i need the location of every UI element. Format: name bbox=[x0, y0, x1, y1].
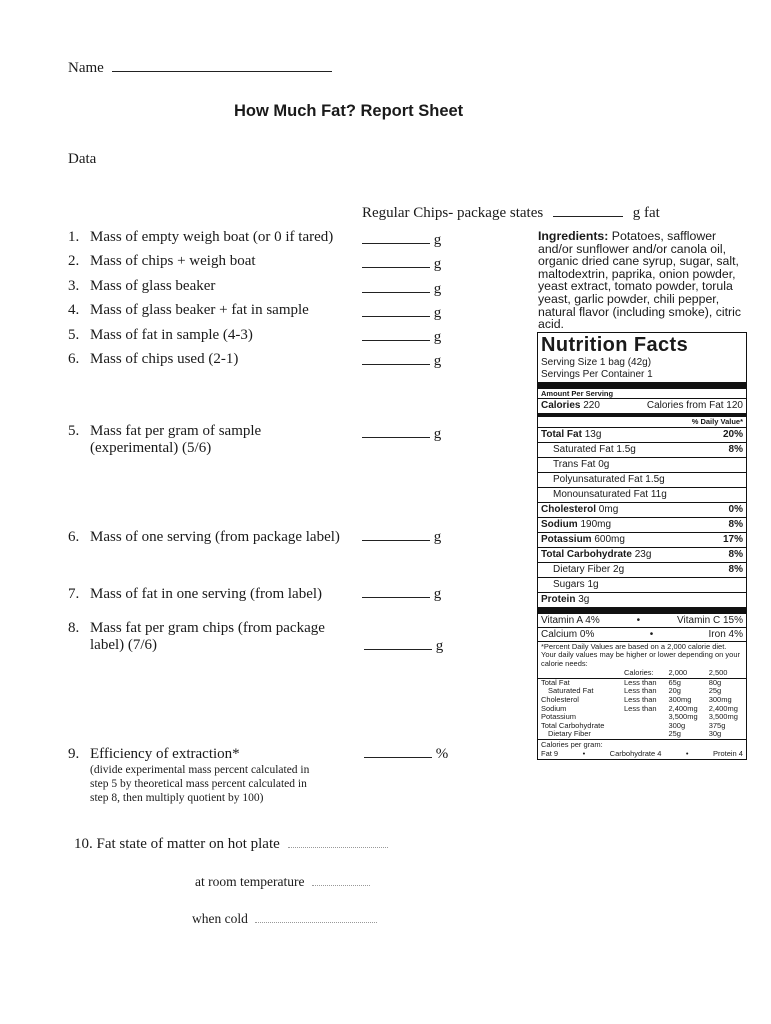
vitamin-row-1 bbox=[538, 607, 746, 627]
item-6 bbox=[68, 351, 238, 368]
name-input[interactable] bbox=[112, 71, 332, 72]
item-label: Mass of chips used (2-1) bbox=[90, 351, 239, 367]
dv-cell: Potassium bbox=[541, 712, 577, 722]
item-9-answer bbox=[362, 586, 441, 603]
item-4-answer bbox=[362, 305, 441, 322]
fat-per-gram: Fat 9 bbox=[541, 748, 559, 758]
fat-state-room-input[interactable] bbox=[312, 885, 370, 886]
package-fat-input[interactable] bbox=[553, 216, 623, 217]
nf-title: Nutrition Facts bbox=[541, 334, 689, 356]
bullet-separator: • bbox=[636, 615, 641, 626]
bullet-separator: • bbox=[582, 748, 586, 758]
dv-table bbox=[538, 669, 746, 739]
nutrient-dv: 8% bbox=[728, 549, 743, 560]
item-6-answer bbox=[362, 353, 441, 370]
fat-state-hot-input[interactable] bbox=[288, 847, 388, 848]
package-states-line bbox=[362, 205, 660, 222]
nutrient-amount: 190mg bbox=[580, 519, 612, 530]
nutrient-amount: 1.5g bbox=[645, 474, 665, 485]
item-10 bbox=[68, 620, 325, 654]
item-number: 6. bbox=[68, 351, 80, 367]
dv-cell bbox=[621, 722, 665, 731]
nutrient-name: Dietary Fiber bbox=[553, 564, 611, 575]
nutrient-name: Saturated Fat bbox=[553, 444, 614, 455]
item-label: Mass of glass beaker bbox=[90, 278, 216, 294]
unit-label: g bbox=[433, 353, 442, 369]
item-5-answer bbox=[362, 329, 441, 346]
nutrient-row bbox=[538, 592, 746, 607]
unit-label: g bbox=[433, 329, 442, 345]
item-7 bbox=[68, 423, 261, 457]
dv-cell: Less than bbox=[624, 703, 657, 713]
item-label-cont: (experimental) (5/6) bbox=[90, 440, 212, 456]
unit-label: g bbox=[433, 305, 442, 321]
dv-cell: 30g bbox=[708, 729, 722, 739]
dv-cell bbox=[621, 713, 665, 722]
item-10-answer bbox=[364, 638, 443, 655]
dv-cell: Saturated Fat bbox=[548, 686, 594, 696]
item-1-answer bbox=[362, 232, 441, 249]
dv-cell: 80g bbox=[708, 677, 722, 687]
dv-cell: Dietary Fiber bbox=[548, 729, 591, 739]
item-number: 1. bbox=[68, 229, 80, 245]
item-1-input[interactable] bbox=[362, 243, 430, 244]
note-line: (divide experimental mass percent calculated in bbox=[90, 764, 310, 776]
nutrient-dv: 17% bbox=[722, 534, 743, 545]
dv-cell: Cholesterol bbox=[541, 695, 579, 704]
dv-cell: Less than bbox=[624, 686, 657, 696]
fat-state-cold-input[interactable] bbox=[255, 922, 377, 923]
unit-label: g bbox=[433, 281, 442, 297]
dv-cell: 3,500mg bbox=[668, 712, 698, 722]
item-number: 3. bbox=[68, 278, 80, 294]
nutrient-amount: 3g bbox=[578, 594, 590, 605]
dv-cell: Calories: bbox=[624, 668, 654, 678]
item-number: 5. bbox=[68, 327, 80, 343]
unit-label: g bbox=[435, 638, 444, 654]
item-number: 5. bbox=[68, 423, 80, 439]
efficiency-note bbox=[90, 763, 309, 805]
item-number: 8. bbox=[68, 620, 80, 636]
nutrient-row bbox=[538, 547, 746, 562]
item-label: Efficiency of extraction* bbox=[90, 746, 240, 762]
nutrient-row bbox=[538, 442, 746, 457]
nutrient-amount: 1g bbox=[587, 579, 599, 590]
item-number: 4. bbox=[68, 302, 80, 318]
item-2-answer bbox=[362, 256, 441, 273]
item-label: Mass of fat in one serving (from label) bbox=[90, 586, 323, 602]
nutrient-row bbox=[538, 577, 746, 592]
servings-per-container: Servings Per Container 1 bbox=[541, 369, 653, 380]
serving-size: Serving Size 1 bag (42g) bbox=[541, 357, 652, 368]
amount-per-serving: Amount Per Serving bbox=[538, 382, 746, 398]
item-2 bbox=[68, 253, 256, 270]
nutrient-row bbox=[538, 457, 746, 472]
dv-cell: 25g bbox=[708, 686, 722, 696]
nutrient-amount: 2g bbox=[613, 564, 625, 575]
item-11-answer bbox=[364, 746, 448, 763]
nutrient-name: Protein bbox=[541, 594, 576, 605]
dv-cell: 3,500mg bbox=[708, 712, 738, 722]
nutrient-name: Cholesterol bbox=[541, 504, 597, 515]
dv-cell: 20g bbox=[668, 686, 681, 696]
item-5-input[interactable] bbox=[362, 340, 430, 341]
nutrient-name: Trans Fat bbox=[553, 459, 596, 470]
nutrient-name: Potassium bbox=[541, 534, 592, 545]
daily-value-header: % Daily Value* bbox=[538, 413, 746, 427]
fat-state-hot-label: Fat state of matter on hot plate bbox=[96, 836, 280, 852]
dv-cell: 2,500 bbox=[708, 668, 728, 678]
nutrient-row bbox=[538, 472, 746, 487]
item-8 bbox=[68, 529, 340, 546]
nutrient-row bbox=[538, 502, 746, 517]
vitamin-row-2 bbox=[538, 627, 746, 641]
fat-state-cold-label: when cold bbox=[192, 911, 248, 926]
item-number: 10. bbox=[74, 836, 93, 852]
name-line bbox=[68, 60, 332, 77]
dv-cell bbox=[538, 669, 621, 678]
item-8-input[interactable] bbox=[362, 540, 430, 541]
dv-cell: 25g bbox=[668, 729, 681, 739]
package-unit: g fat bbox=[632, 205, 660, 221]
note-line: step 8, then multiply quotient by 100) bbox=[90, 792, 264, 804]
item-number: 9. bbox=[68, 746, 80, 762]
nutrient-amount: 13g bbox=[584, 429, 602, 440]
calories-row bbox=[538, 398, 746, 413]
iron: Iron 4% bbox=[708, 629, 743, 640]
item-label: Mass of one serving (from package label) bbox=[90, 529, 340, 545]
item-label-cont: label) (7/6) bbox=[90, 637, 158, 653]
item-9-input[interactable] bbox=[362, 597, 430, 598]
item-label: Mass of empty weigh boat (or 0 if tared) bbox=[90, 229, 334, 245]
item-3-input[interactable] bbox=[362, 292, 430, 293]
section-heading: Data bbox=[68, 151, 97, 167]
item-3-answer bbox=[362, 281, 441, 298]
unit-label: % bbox=[435, 746, 449, 762]
nutrient-list bbox=[538, 427, 746, 607]
calories-label: Calories bbox=[541, 400, 581, 411]
carb-per-gram: Carbohydrate 4 bbox=[609, 748, 662, 758]
dv-cell: 375g bbox=[708, 720, 726, 730]
nutrient-dv: 8% bbox=[728, 519, 743, 530]
calories-per-gram: Calories per gram: bbox=[538, 739, 746, 749]
item-11 bbox=[68, 746, 240, 763]
nutrient-amount: 1.5g bbox=[616, 444, 636, 455]
nutrient-dv: 8% bbox=[728, 444, 743, 455]
nutrient-name: Sodium bbox=[541, 519, 578, 530]
unit-label: g bbox=[433, 586, 442, 602]
item-number: 2. bbox=[68, 253, 80, 269]
dv-cell bbox=[621, 730, 665, 739]
item-number: 6. bbox=[68, 529, 80, 545]
nutrition-facts-label bbox=[537, 332, 747, 760]
item-10-input[interactable] bbox=[364, 649, 432, 650]
vitamin-c: Vitamin C 15% bbox=[677, 615, 743, 626]
name-label: Name bbox=[68, 60, 104, 76]
item-7-answer bbox=[362, 426, 441, 443]
dv-cell: Total Fat bbox=[541, 677, 570, 687]
item-8-answer bbox=[362, 529, 441, 546]
ingredients-text: Potatoes, safflower and/or sunflower and/or canola oil, organic dried cane syrup, sugar, salt, maltodextrin, paprika, onion powder, yeast extract, tomato powder, torula yeast, garlic powder, chili pepper, natural flavor (including smoke), citric acid. bbox=[538, 229, 741, 332]
dv-cell: 65g bbox=[668, 677, 681, 687]
bullet-separator: • bbox=[685, 748, 689, 758]
nutrient-name: Total Fat bbox=[541, 429, 582, 440]
calories-value: 220 bbox=[583, 400, 600, 411]
nutrient-amount: 600mg bbox=[594, 534, 625, 545]
dv-cell: Less than bbox=[624, 695, 657, 704]
calories-from-fat: Calories from Fat 120 bbox=[646, 400, 743, 411]
fat-state-hot bbox=[74, 836, 388, 853]
item-number: 7. bbox=[68, 586, 80, 602]
dv-cell: 2,400mg bbox=[708, 703, 738, 713]
nutrient-row bbox=[538, 427, 746, 442]
fat-state-cold bbox=[192, 911, 377, 927]
dv-cell: 300g bbox=[668, 720, 686, 730]
dv-cell: Less than bbox=[624, 677, 657, 687]
item-label: Mass of fat in sample (4-3) bbox=[90, 327, 253, 343]
item-9 bbox=[68, 586, 322, 603]
ingredients-block bbox=[538, 230, 752, 331]
dv-table-row bbox=[538, 730, 746, 739]
item-label: Mass of glass beaker + fat in sample bbox=[90, 302, 309, 318]
nutrient-dv: 8% bbox=[728, 564, 743, 575]
item-label: Mass fat per gram chips (from package bbox=[90, 620, 325, 636]
fat-state-room bbox=[195, 874, 370, 890]
nutrient-row bbox=[538, 562, 746, 577]
page-title: How Much Fat? Report Sheet bbox=[234, 102, 464, 120]
unit-label: g bbox=[433, 529, 442, 545]
nutrient-amount: 23g bbox=[634, 549, 652, 560]
per-gram-row bbox=[538, 749, 746, 759]
item-5 bbox=[68, 327, 253, 344]
protein-per-gram: Protein 4 bbox=[712, 748, 743, 758]
fat-state-room-label: at room temperature bbox=[195, 874, 305, 889]
item-4 bbox=[68, 302, 309, 319]
dv-cell: 2,000 bbox=[668, 668, 688, 678]
note-line: step 5 by theoretical mass percent calculated in bbox=[90, 778, 307, 790]
ingredients-title: Ingredients: bbox=[538, 229, 609, 243]
bullet-separator: • bbox=[649, 629, 654, 640]
package-states-label: Regular Chips- package states bbox=[362, 205, 544, 221]
item-7-input[interactable] bbox=[362, 437, 430, 438]
dv-table-header bbox=[538, 669, 746, 678]
dv-cell: Sodium bbox=[541, 703, 567, 713]
nutrient-amount: 11g bbox=[650, 489, 667, 500]
nutrient-name: Sugars bbox=[553, 579, 585, 590]
item-1 bbox=[68, 229, 333, 246]
unit-label: g bbox=[433, 232, 442, 248]
dv-cell: 300mg bbox=[708, 695, 732, 704]
nutrient-dv: 0% bbox=[728, 504, 743, 515]
nutrient-dv: 20% bbox=[722, 429, 743, 440]
nutrient-row bbox=[538, 532, 746, 547]
unit-label: g bbox=[433, 256, 442, 272]
nutrient-name: Total Carbohydrate bbox=[541, 549, 632, 560]
nutrient-row bbox=[538, 487, 746, 502]
unit-label: g bbox=[433, 426, 442, 442]
item-6-input[interactable] bbox=[362, 364, 430, 365]
dv-cell: Total Carbohydrate bbox=[541, 720, 605, 730]
dv-cell: 2,400mg bbox=[668, 703, 698, 713]
item-3 bbox=[68, 278, 215, 295]
dv-cell: 300mg bbox=[668, 695, 692, 704]
item-11-input[interactable] bbox=[364, 757, 432, 758]
nutrient-amount: 0g bbox=[598, 459, 610, 470]
nutrient-amount: 0mg bbox=[598, 504, 619, 515]
item-4-input[interactable] bbox=[362, 316, 430, 317]
calcium: Calcium 0% bbox=[541, 629, 595, 640]
item-label: Mass of chips + weigh boat bbox=[90, 253, 256, 269]
nutrient-name: Polyunsaturated Fat bbox=[553, 474, 643, 485]
item-label: Mass fat per gram of sample bbox=[90, 423, 262, 439]
nutrient-name: Monounsaturated Fat bbox=[553, 489, 649, 500]
dv-footnote: *Percent Daily Values are based on a 2,000 calorie diet. Your daily values may be higher or lower depending on your calorie needs: bbox=[538, 641, 746, 669]
vitamin-a: Vitamin A 4% bbox=[541, 615, 600, 626]
item-2-input[interactable] bbox=[362, 267, 430, 268]
nutrient-row bbox=[538, 517, 746, 532]
